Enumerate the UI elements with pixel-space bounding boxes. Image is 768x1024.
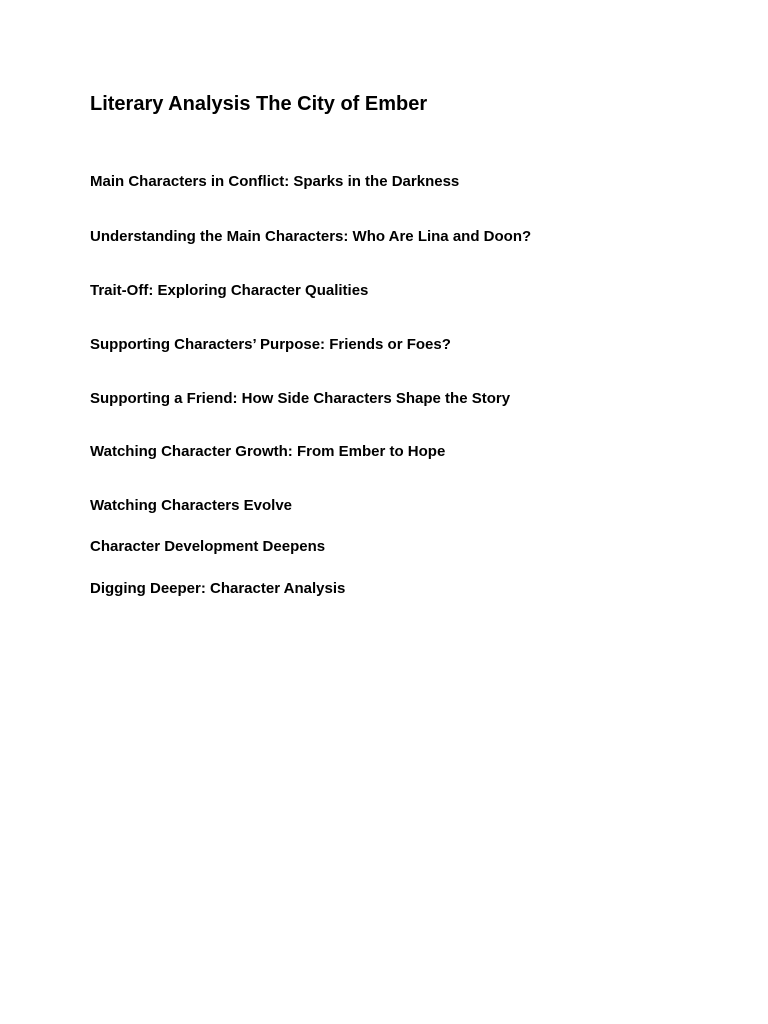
section-heading: Character Development Deepens bbox=[90, 538, 326, 555]
section-heading: Main Characters in Conflict: Sparks in the Darkness bbox=[90, 173, 460, 190]
section-heading: Understanding the Main Characters: Who Are Lina and Doon? bbox=[90, 228, 532, 245]
section-heading: Digging Deeper: Character Analysis bbox=[90, 580, 346, 597]
section-heading: Watching Characters Evolve bbox=[90, 497, 293, 514]
section-heading: Trait-Off: Exploring Character Qualities bbox=[90, 282, 369, 299]
section-heading: Watching Character Growth: From Ember to Hope bbox=[90, 443, 446, 460]
section-heading: Supporting a Friend: How Side Characters Shape the Story bbox=[90, 390, 511, 407]
section-heading: Supporting Characters’ Purpose: Friends or Foes? bbox=[90, 336, 451, 353]
document-title: Literary Analysis The City of Ember bbox=[90, 93, 428, 115]
